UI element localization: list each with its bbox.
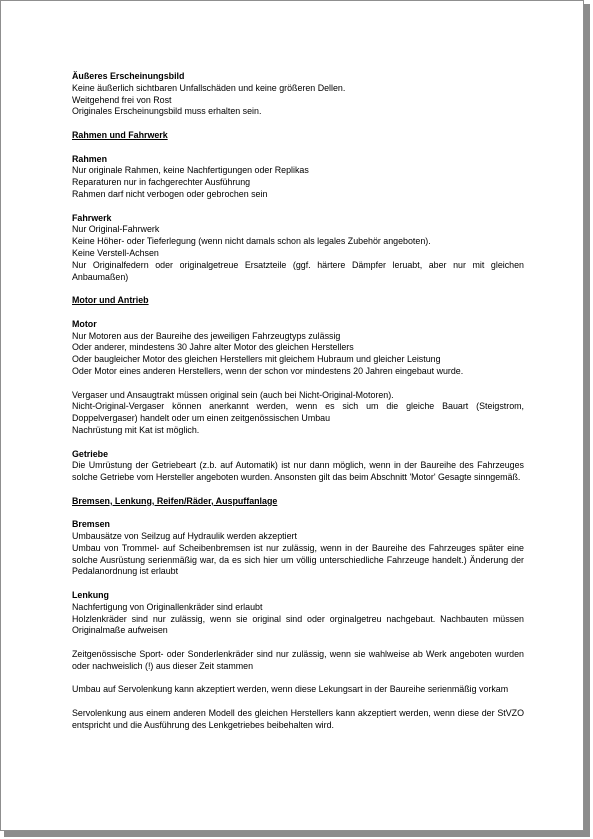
text-paragraph: Nur Originalfedern oder originalgetreue Ersatzteile (ggf. härtere Dämpfer leruabt, aber nur mit gleichen Anbaumaßen)	[72, 259, 524, 282]
text-line: Keine Höher- oder Tieferlegung (wenn nicht damals schon als legales Zubehör angeboten).	[72, 236, 431, 247]
text-line: Oder baugleicher Motor des gleichen Herstellers mit gleichem Hubraum und gleicher Leistung	[72, 354, 441, 365]
text-line: Reparaturen nur in fachgerechter Ausführung	[72, 177, 251, 188]
page-shadow-right	[584, 4, 590, 835]
text-paragraph: Umbau auf Servolenkung kann akzeptiert werden, wenn diese Lekungsart in der Baureihe serienmäßig vorkam	[72, 684, 509, 695]
text-line: Oder anderer, mindestens 30 Jahre alter Motor des gleichen Herstellers	[72, 342, 354, 353]
subsection-heading-rahmen: Rahmen	[72, 153, 108, 164]
subsection-heading-exterior: Äußeres Erscheinungsbild	[72, 71, 185, 81]
text-paragraph: Zeitgenössische Sport- oder Sonderlenkräder sind nur zulässig, wenn sie wahlweise ab Werk angeboten wurden oder nachweislich (!) aus dieser Zeit stammen	[72, 649, 524, 671]
text-line: Rahmen darf nicht verbogen oder gebrochen sein	[72, 188, 268, 199]
subsection-heading-getriebe: Getriebe	[72, 448, 109, 459]
text-line: Vergaser und Ansaugtrakt müssen original sein (auch bei Nicht-Original-Motoren).	[72, 389, 394, 400]
page-shadow-bottom	[4, 831, 590, 837]
section-heading-rahmen-fahrwerk: Rahmen und Fahrwerk	[72, 129, 168, 140]
text-paragraph: Die Umrüstung der Getriebeart (z.b. auf Automatik) ist nur dann möglich, wenn in der Baureihe des Fahrzeuges solche Getriebe vom Hersteller angeboten wurden. Ansonsten gilt das beim Abschnitt 'Motor' Gesagte sinngemäß.	[72, 460, 524, 483]
text-line: Nur originale Rahmen, keine Nachfertigungen oder Replikas	[72, 165, 309, 176]
text-line: Originales Erscheinungsbild muss erhalten sein.	[72, 106, 262, 117]
text-paragraph: Servolenkung aus einem anderen Modell des gleichen Herstellers kann akzeptiert werden, wenn diese der StVZO entspricht und die Ausführung des Lenkgetriebes beibehalten wird.	[72, 708, 524, 730]
text-line: Keine Verstell-Achsen	[72, 247, 159, 258]
section-heading-motor-antrieb: Motor und Antrieb	[72, 295, 149, 306]
text-line: Weitgehend frei von Rost	[72, 94, 172, 105]
text-paragraph: Nicht-Original-Vergaser können anerkannt werden, wenn es sich um die gleiche Bauart (Steigstrom, Doppelvergaser) handelt oder um einen zeitgenössischen Umbau	[72, 401, 524, 424]
subsection-heading-lenkung: Lenkung	[72, 590, 109, 601]
text-paragraph: Umbau von Trommel- auf Scheibenbremsen ist nur zulässig, wenn in der Baureihe des Fahrzeuges später eine solche Ausrüstung serienmäßig war, da es sich hier um völlig unterschiedliche Fahrzeuge handelt.) Änderung der Pedalanordnung ist erlaubt	[72, 542, 524, 577]
document-body	[72, 71, 524, 732]
subsection-heading-motor: Motor	[72, 318, 97, 329]
text-line: Oder Motor eines anderen Herstellers, wenn der schon vor mindestens 20 Jahren eingebaut wurde.	[72, 365, 464, 376]
text-line: Nachfertigung von Originallenkräder sind erlaubt	[72, 601, 263, 612]
section-heading-bremsen-lenkung: Bremsen, Lenkung, Reifen/Räder, Auspuffanlage	[72, 495, 278, 506]
text-line: Nachrüstung mit Kat ist möglich.	[72, 424, 200, 435]
text-line: Umbausätze von Seilzug auf Hydraulik werden akzeptiert	[72, 531, 297, 542]
text-paragraph: Holzlenkräder sind nur zulässig, wenn sie original sind oder orginalgetreu nachgebaut. Nachbauten müssen Originalmaße aufweisen	[72, 613, 524, 636]
text-line: Nur Motoren aus der Baureihe des jeweiligen Fahrzeugtyps zulässig	[72, 330, 341, 341]
subsection-heading-fahrwerk: Fahrwerk	[72, 212, 112, 223]
text-line: Nur Original-Fahrwerk	[72, 224, 160, 235]
subsection-heading-bremsen: Bremsen	[72, 519, 110, 530]
text-line: Keine äußerlich sichtbaren Unfallschäden und keine größeren Dellen.	[72, 82, 346, 93]
